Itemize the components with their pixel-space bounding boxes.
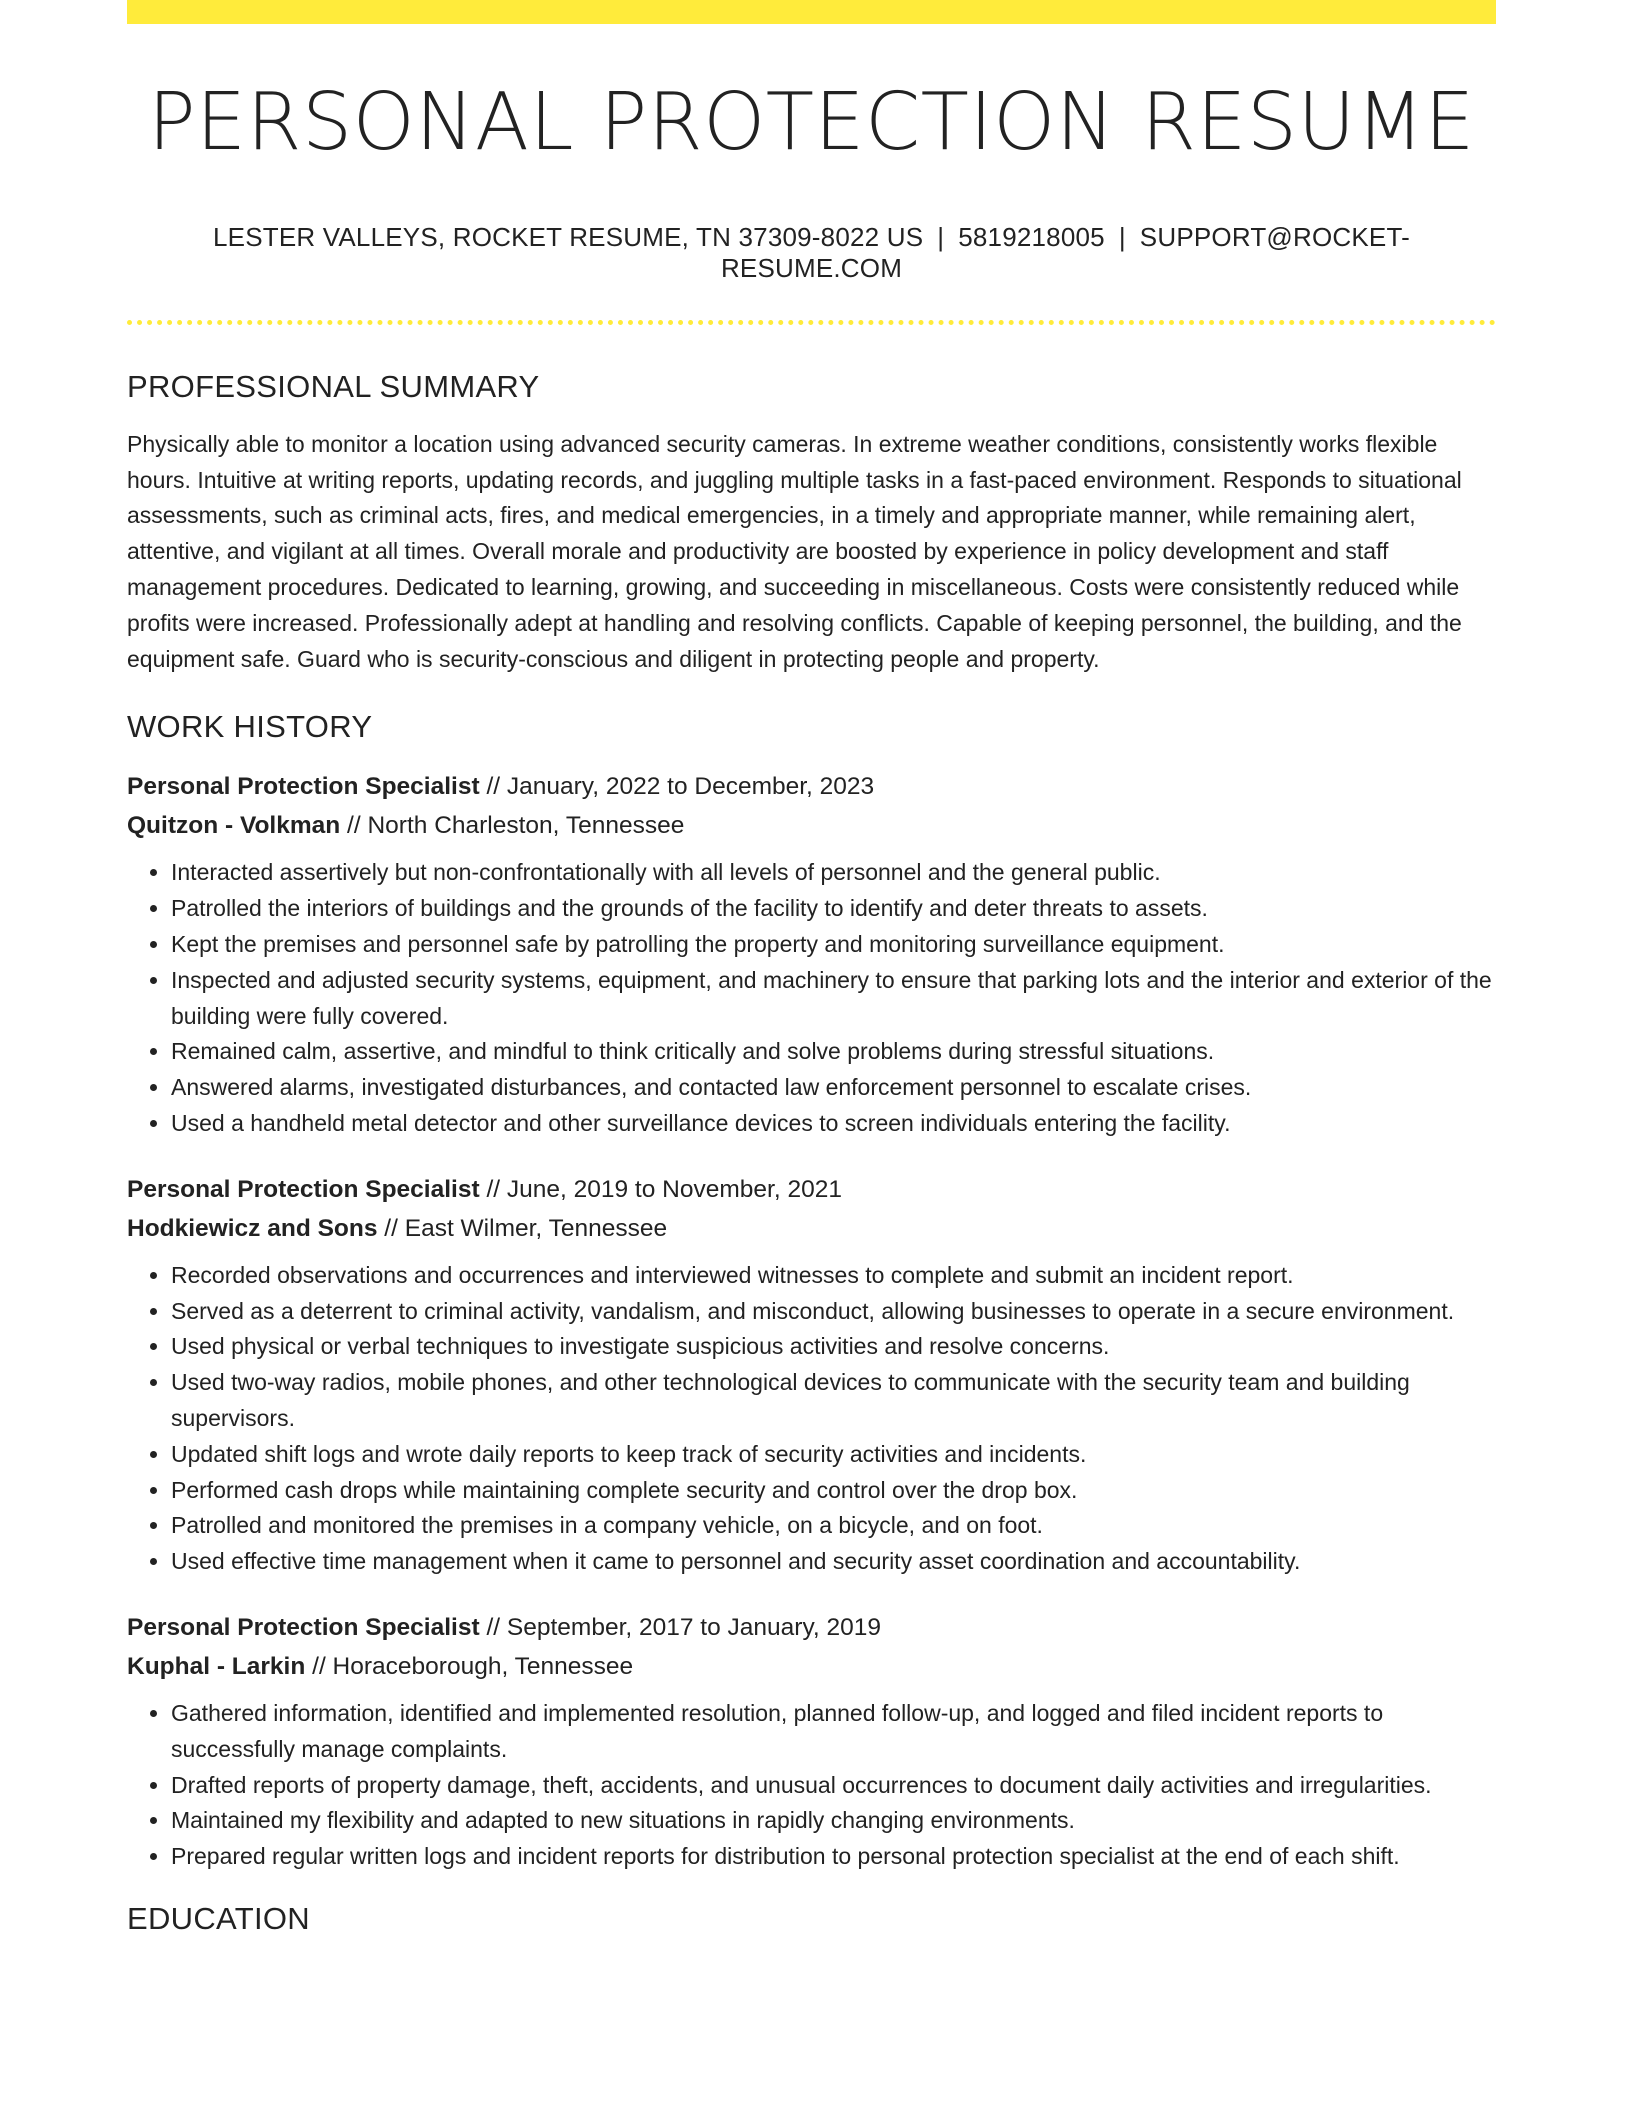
duty-item: • Drafted reports of property damage, theft, accidents, and unusual occurrences to document daily activities and irregularities.	[171, 1768, 1496, 1804]
duty-item: • Kept the premises and personnel safe by patrolling the property and monitoring surveillance equipment.	[171, 927, 1496, 963]
duty-item: • Remained calm, assertive, and mindful to think critically and solve problems during stressful situations.	[171, 1034, 1496, 1070]
job-title: Personal Protection Specialist	[127, 773, 480, 801]
job-entry	[127, 1608, 1496, 1875]
summary-paragraph: Physically able to monitor a location using advanced security cameras. In extreme weather conditions, consistently works flexible hours. Intuitive at writing reports, updating records, and juggling multiple tasks in a fast-paced environment. Responds to situational assessments, such as criminal acts, fires, and medical emergencies, in a timely and appropriate manner, while remaining alert, attentive, and vigilant at all times. Overall morale and productivity are boosted by experience in policy development and staff management procedures. Dedicated to learning, growing, and succeeding in miscellaneous. Costs were consistently reduced while profits were increased. Professionally adept at handling and resolving conflicts. Capable of keeping personnel, the building, and the equipment safe. Guard who is security-conscious and diligent in protecting people and property.	[127, 430, 1462, 672]
duty-item: • Used a handheld metal detector and other surveillance devices to screen individuals entering the facility.	[171, 1106, 1496, 1142]
contact-email: SUPPORT@ROCKET-RESUME.COM	[720, 221, 1410, 283]
job-company: Hodkiewicz and Sons	[127, 1214, 378, 1242]
duty-item: • Updated shift logs and wrote daily reports to keep track of security activities and incidents.	[171, 1437, 1496, 1473]
duty-item: • Used two-way radios, mobile phones, and other technological devices to communicate with the security team and building supervisors.	[171, 1365, 1496, 1437]
duty-item: • Inspected and adjusted security systems, equipment, and machinery to ensure that parking lots and the interior and exterior of the building were fully covered.	[171, 963, 1496, 1035]
job-dates: // June, 2019 to November, 2021	[479, 1175, 842, 1203]
accent-top-bar	[127, 0, 1496, 24]
contact-separator: |	[1118, 221, 1126, 252]
job-title-line	[127, 1170, 1496, 1209]
duty-item: • Performed cash drops while maintaining complete security and control over the drop box.	[171, 1473, 1496, 1509]
job-dates: // September, 2017 to January, 2019	[479, 1614, 881, 1642]
job-title: Personal Protection Specialist	[127, 1614, 480, 1642]
duty-item: • Patrolled the interiors of buildings and the grounds of the facility to identify and deter threats to assets.	[171, 891, 1496, 927]
section-heading-summary: PROFESSIONAL SUMMARY	[127, 368, 540, 404]
job-company-line	[127, 806, 1496, 845]
job-title-line	[127, 1608, 1496, 1647]
job-location: // East Wilmer, Tennessee	[377, 1214, 668, 1242]
contact-separator: |	[937, 221, 945, 252]
job-company-line	[127, 1647, 1496, 1686]
duty-item: • Interacted assertively but non-confrontationally with all levels of personnel and the general public.	[171, 855, 1496, 891]
resume-page	[127, 0, 1496, 1937]
duty-item: • Used effective time management when it came to personnel and security asset coordination and accountability.	[171, 1544, 1496, 1580]
header-divider	[127, 320, 1496, 325]
duty-item: • Recorded observations and occurrences and interviewed witnesses to complete and submit an incident report.	[171, 1258, 1496, 1294]
duty-item: • Gathered information, identified and implemented resolution, planned follow-up, and logged and filed incident reports to successfully manage complaints.	[171, 1696, 1496, 1768]
job-title-line	[127, 767, 1496, 806]
job-company: Kuphal - Larkin	[127, 1653, 306, 1681]
job-title: Personal Protection Specialist	[127, 1175, 480, 1203]
duty-list	[127, 1696, 1496, 1875]
duty-list	[127, 1258, 1496, 1580]
job-entry	[127, 1170, 1496, 1580]
job-company: Quitzon - Volkman	[127, 812, 341, 840]
contact-line	[127, 222, 1496, 284]
section-heading-work-history: WORK HISTORY	[127, 709, 373, 745]
duty-item: • Served as a deterrent to criminal activity, vandalism, and misconduct, allowing businesses to operate in a secure environment.	[171, 1294, 1496, 1330]
duty-item: • Answered alarms, investigated disturbances, and contacted law enforcement personnel to escalate crises.	[171, 1070, 1496, 1106]
section-heading-education: EDUCATION	[127, 1901, 310, 1936]
job-location: // North Charleston, Tennessee	[340, 812, 685, 840]
job-entry	[127, 767, 1496, 1141]
contact-address: LESTER VALLEYS, ROCKET RESUME, TN 37309-8022 US	[213, 221, 924, 252]
duty-item: • Maintained my flexibility and adapted to new situations in rapidly changing environments.	[171, 1803, 1496, 1839]
job-location: // Horaceborough, Tennessee	[305, 1653, 634, 1681]
duty-item: • Prepared regular written logs and incident reports for distribution to personal protection specialist at the end of each shift.	[171, 1839, 1496, 1875]
duty-item: • Patrolled and monitored the premises in a company vehicle, on a bicycle, and on foot.	[171, 1508, 1496, 1544]
job-dates: // January, 2022 to December, 2023	[479, 773, 875, 801]
contact-phone: 5819218005	[958, 221, 1105, 252]
resume-title: PERSONAL PROTECTION RESUME	[148, 76, 1475, 168]
duty-item: • Used physical or verbal techniques to investigate suspicious activities and resolve concerns.	[171, 1329, 1496, 1365]
duty-list	[127, 855, 1496, 1141]
job-company-line	[127, 1209, 1496, 1248]
